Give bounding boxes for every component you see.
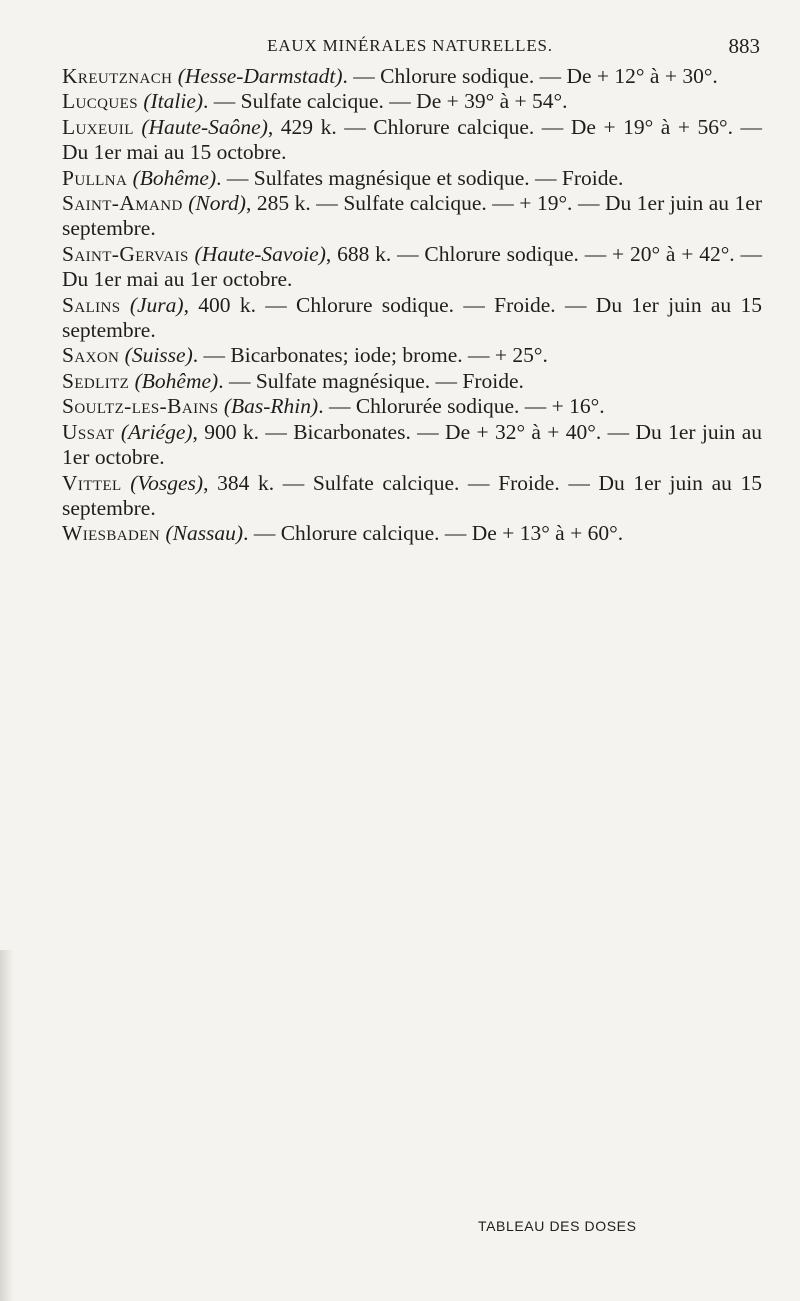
entry-list — [62, 64, 762, 547]
spa-details: , 429 k. — Chlorure calcique. — De + 19° à + 56°. — Du 1er mai au 15 octobre. — [62, 114, 763, 165]
spa-name: Soultz-les-Bains — [62, 394, 219, 419]
catchword: TABLEAU DES DOSES — [478, 1218, 637, 1234]
spa-details: , 900 k. — Bicarbonates. — De + 32° à + 40°. — Du 1er juin au 1er octobre. — [62, 419, 762, 470]
spa-details: . — Sulfate magnésique. — Froide. — [218, 368, 524, 393]
spa-name: Pullna — [62, 165, 128, 190]
spa-name: Saint-Gervais — [62, 241, 189, 266]
spa-name: Wiesbaden — [62, 521, 161, 546]
spa-name: Sedlitz — [62, 368, 130, 393]
spa-name: Saint-Amand — [62, 191, 183, 216]
spa-name: Luxeuil — [62, 114, 134, 139]
spa-region: (Nord) — [188, 191, 246, 216]
entry-saint-gervais — [62, 242, 762, 293]
entry-ussat — [62, 420, 762, 471]
entry-soultz-les-bains — [62, 394, 762, 419]
spa-details: . — Chlorure sodique. — De + 12° à + 30°. — [342, 64, 718, 88]
spa-region: (Vosges) — [130, 470, 204, 495]
spa-details: , 384 k. — Sulfate calcique. — Froide. — Du 1er juin au 15 septembre. — [62, 470, 762, 520]
spa-details: . — Sulfate calcique. — De + 39° à + 54°. — [203, 89, 568, 114]
spa-name: Kreutznach — [62, 64, 173, 88]
page-header — [60, 36, 760, 66]
entry-wiesbaden — [62, 521, 762, 546]
entry-saint-amand — [62, 191, 762, 242]
page-edge-shadow — [0, 950, 14, 1301]
spa-name: Vittel — [62, 470, 122, 495]
spa-name: Saxon — [62, 343, 120, 368]
entry-salins — [62, 293, 762, 344]
spa-name: Ussat — [62, 419, 115, 444]
spa-region: (Jura) — [129, 292, 184, 317]
running-title: EAUX MINÉRALES NATURELLES. — [267, 36, 553, 55]
spa-region: (Italie) — [143, 89, 204, 114]
spa-region: (Nassau) — [165, 521, 244, 546]
spa-region: (Haute-Saône) — [141, 114, 268, 139]
spa-region: (Bohême) — [134, 368, 219, 393]
spa-details: . — Chlorurée sodique. — + 16°. — [318, 394, 605, 419]
spa-name: Salins — [62, 292, 121, 317]
spa-region: (Bas-Rhin) — [223, 394, 319, 419]
spa-details: , 285 k. — Sulfate calcique. — + 19°. — Du 1er juin au 1er septembre. — [62, 191, 762, 241]
entry-kreutznach — [62, 64, 762, 89]
entry-sedlitz — [62, 369, 762, 394]
spa-details: . — Chlorure calcique. — De + 13° à + 60°. — [243, 521, 624, 546]
spa-region: (Suisse) — [124, 343, 193, 368]
spa-details: . — Bicarbonates; iode; brome. — + 25°. — [192, 343, 548, 368]
spa-details: , 400 k. — Chlorure sodique. — Froide. — Du 1er juin au 15 septembre. — [62, 292, 762, 343]
entry-vittel — [62, 471, 762, 522]
spa-details: . — Sulfates magnésique et sodique. — Froide. — [216, 165, 624, 190]
entry-lucques — [62, 89, 762, 114]
entry-pullna — [62, 166, 762, 191]
entry-luxeuil — [62, 115, 762, 166]
spa-region: (Ariége) — [120, 419, 193, 444]
page-number: 883 — [728, 34, 760, 58]
spa-region: (Hesse-Darmstadt) — [177, 64, 343, 88]
entry-saxon — [62, 343, 762, 368]
spa-name: Lucques — [62, 89, 138, 114]
spa-details: , 688 k. — Chlorure sodique. — + 20° à + 42°. — Du 1er mai au 1er octobre. — [62, 241, 762, 292]
spa-region: (Bohême) — [132, 165, 217, 190]
spa-region: (Haute-Savoie) — [194, 241, 326, 266]
